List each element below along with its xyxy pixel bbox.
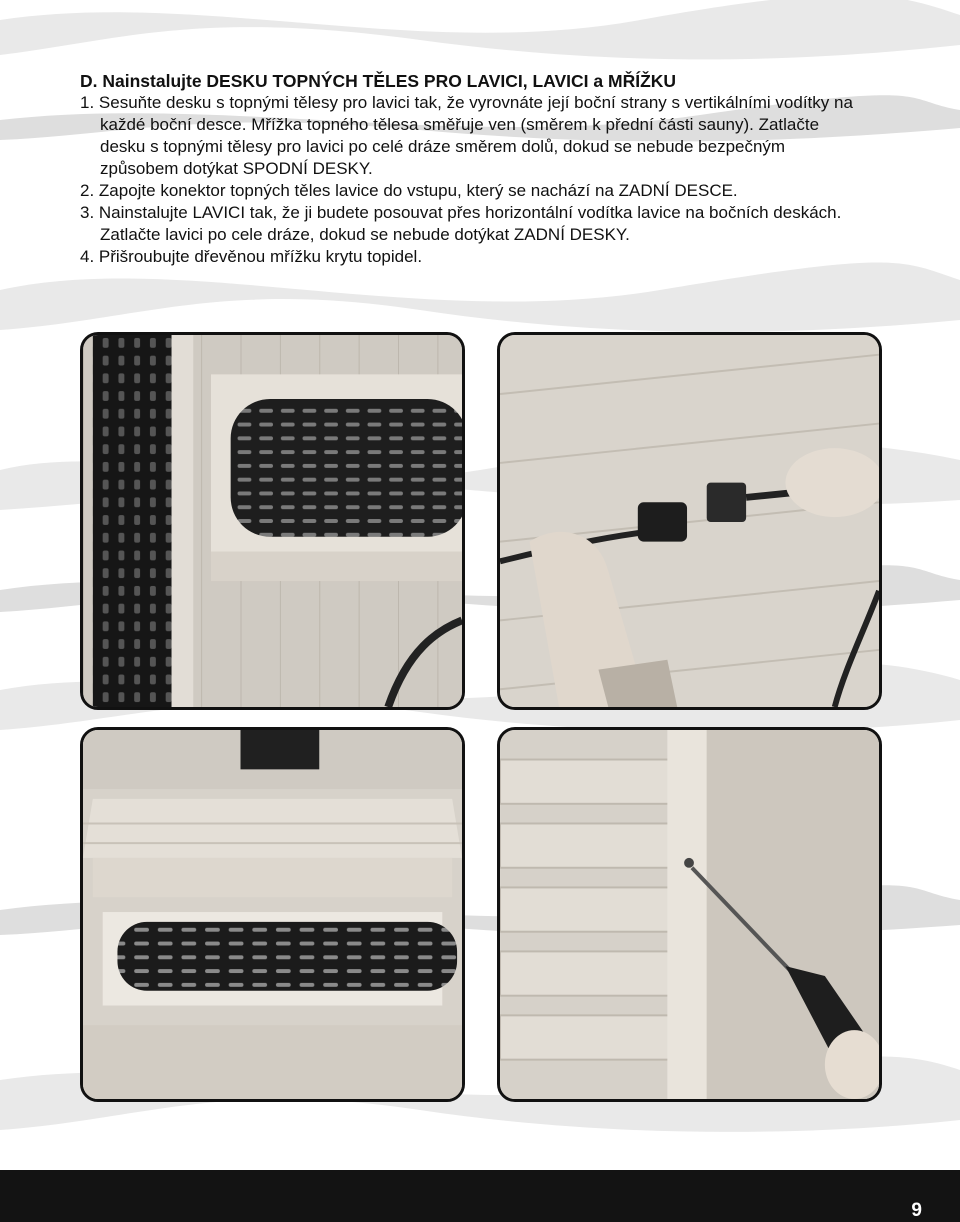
- photo-connector-plug: [497, 332, 882, 710]
- step-2-text: 2. Zapojte konektor topných těles lavice do vstupu, který se nachází na ZADNÍ DESCE.: [80, 181, 738, 200]
- photo-heater-panel-install: [80, 332, 465, 710]
- section-heading: D. Nainstalujte DESKU TOPNÝCH TĚLES PRO LAVICI, LAVICI a MŘÍŽKU: [80, 71, 677, 91]
- page-number: 9: [911, 1200, 922, 1221]
- step-4-text: 4. Přišroubujte dřevěnou mřížku krytu topidel.: [80, 247, 423, 266]
- footer-bar: [0, 1170, 960, 1222]
- step-3-text: 3. Nainstalujte LAVICI tak, že ji budete posouvat přes horizontální vodítka lavice na bočních deskách. Zatlačte lavici po cele dráze, dokud se nebude dotýkat ZADNÍ DESKY.: [80, 203, 842, 244]
- instructions-block: [80, 70, 860, 268]
- heater-panel-illustration: [83, 335, 462, 707]
- screwdriver-illustration: [500, 730, 879, 1099]
- bench-illustration: [83, 730, 462, 1099]
- photo-screw-grille: [497, 727, 882, 1102]
- connector-illustration: [500, 335, 879, 707]
- step-1-text: 1. Sesuňte desku s topnými tělesy pro lavici tak, že vyrovnáte její boční strany s vertikálními vodítky na každé boční desce. Mřížka topného tělesa směřuje ven (směrem k přední části sauny). Zatlačte desku s topnými tělesy pro lavici po celé dráze směrem dolů, dokud se nebude bezpečným způsobem dotýkat SPODNÍ DESKY.: [80, 93, 853, 178]
- photo-bench-installed: [80, 727, 465, 1102]
